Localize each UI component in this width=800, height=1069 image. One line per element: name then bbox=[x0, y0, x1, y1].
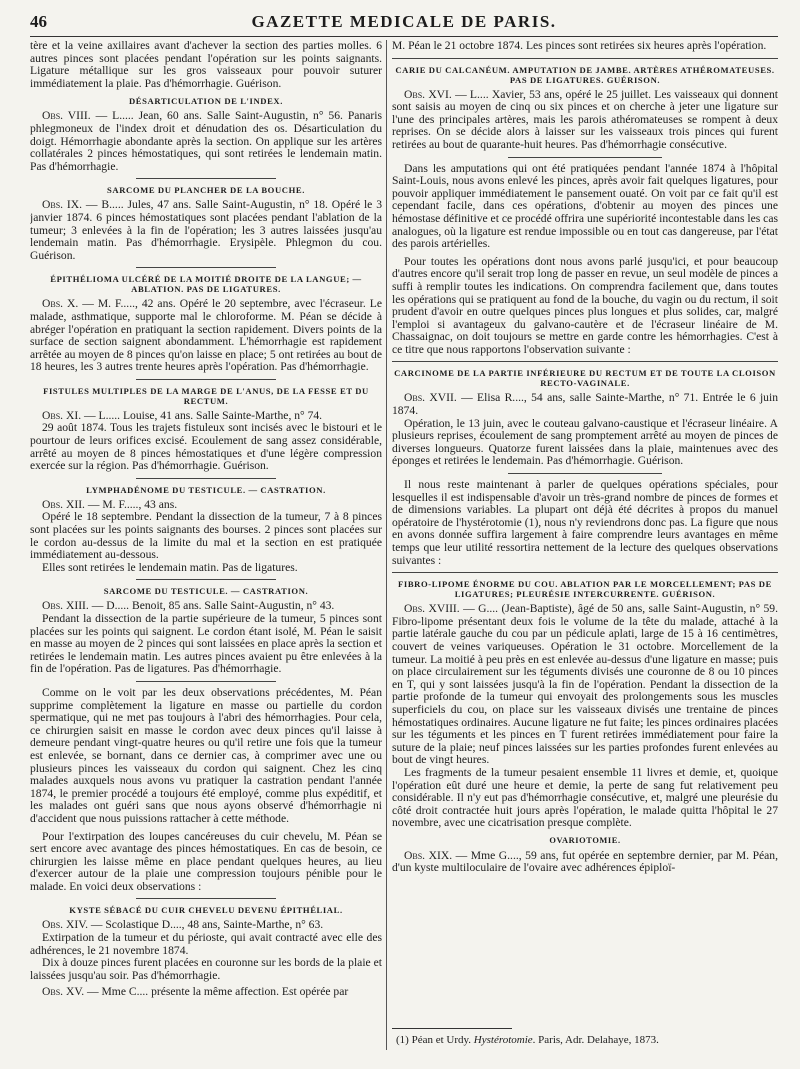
separator bbox=[136, 579, 277, 580]
separator bbox=[392, 572, 778, 573]
section-heading: KYSTE SÉBACÉ DU CUIR CHEVELU DEVENU ÉPITHÉLIAL. bbox=[69, 905, 343, 916]
observation-xviii bbox=[392, 603, 778, 767]
footnote bbox=[396, 1034, 776, 1047]
continued-text: tère et la veine axillaires avant d'achever la section des parties molles. 6 autres pinces sont placées pendant l'opération sur les points saignants. Ligature métallique sur les gros vaisseaux pour pouvoir suturer immédiatement la plaie. Pas d'hémorrhagie. Guérison. bbox=[30, 40, 382, 90]
separator bbox=[508, 157, 662, 158]
observation-text: Extirpation de la tumeur et du périoste, qui avait contracté avec elle des adhérences, le 21 novembre 1874. bbox=[30, 931, 382, 957]
commentary-paragraph: Pour toutes les opérations dont nous avons parlé jusqu'ici, et pour beaucoup d'autres encore qu'il serait trop long de passer en revue, un seul modèle de pinces a suffi à remplir toutes les indications. On comprendra facilement que, dans toutes les opérations qui se pratiquent au fond de la bouche, du vagin ou du rectum, il soit prudent d'avoir en outre quelques pinces plus longues et plus solides, car, malgré l'emploi si avantageux du galvano-cautère et de l'écraseur linéaire de M. Chassaignac, on doit toujours se mettre en garde contre les hémorrhagies. C'est à ce titre que nous rapportons l'observation suivante : bbox=[392, 254, 778, 356]
separator bbox=[136, 681, 277, 682]
column-divider bbox=[386, 40, 387, 1050]
continued-text: M. Péan le 21 octobre 1874. Les pinces sont retirées six heures après l'opération. bbox=[392, 40, 767, 52]
observation-label: Obs. XVIII. bbox=[404, 602, 460, 616]
section-heading: CARCINOME DE LA PARTIE INFÉRIEURE DU RECTUM ET DE TOUTE LA CLOISON RECTO-VAGINALE. bbox=[394, 368, 776, 389]
observation-ix bbox=[30, 199, 382, 262]
observation-label: Obs. XIV. bbox=[42, 918, 88, 932]
footnote-title: Hystérotomie bbox=[473, 1034, 533, 1046]
page-header bbox=[30, 10, 778, 37]
section-heading: DÉSARTICULATION DE L'INDEX. bbox=[129, 96, 283, 107]
separator bbox=[136, 178, 277, 179]
observation-label: Obs. VIII. bbox=[42, 109, 91, 123]
observation-label: Obs. XVII. bbox=[404, 391, 457, 405]
commentary-paragraph: Il nous reste maintenant à parler de quelques opérations spéciales, pour lesquelles il est indispensable d'avoir un très-grand nombre de pinces de formes et de dimensions variables. La plupart ont déjà été décrites à propos du manuel opératoire de l'hystérotomie (1), nous n'y reviendrons donc pas. La figure que nous en avons donnée suffira largement à faire comprendre leurs avantages en même temps que leur utilité ressortira nettement de la lecture des quelques observations suivantes : bbox=[392, 478, 778, 567]
observation-text: Les fragments de la tumeur pesaient ensemble 11 livres et demie, et, quoique l'opération eût duré une heure et demie, la perte de sang fut relativement peu considérable. Il n'y eut pas d'hémorrhagie consécutive, et, malgré une pleurésie du côté droit contractée huit jours après l'opération, le malade quitta l'hôpital le 27 novembre, avec une cicatrisation presque complète. bbox=[392, 765, 778, 830]
observation-text: — L.... Xavier, 53 ans, opéré le 25 juillet. Les vaisseaux qui donnent sont saisis au moyen de cinq ou six pinces et on cherche à jeter une ligature sur l'une des principales artères, mais les parois athéromateuses se rompent à deux reprises. On se décide alors à laisser sur les vaisseaux trois pinces qui furent retirées au bout de quarante-huit heures. Pas d'hémorrhagie consécutive. bbox=[392, 87, 778, 151]
observation-text: — G.... (Jean-Baptiste), âgé de 50 ans, salle Saint-Augustin, n° 59. Fibro-lipome présentant deux fois le volume de la tête du malade, attaché à la partie latérale gauche du cou par un pédicule aplati, large de 15 à 16 centimètres, couvert de veines variqueuses. Opération le 31 octobre. Morcellement de la tumeur. La moitié à peu près en est enlevée au-dessus d'une ligature en masse; puis on place circulairement sur les téguments divisés une couronne de 8 ou 10 pinces en T, qui y sont laissées jusqu'à la fin de l'opération. Pendant la dissection de la partie profonde de la tumeur qui envoyait des prolongements sous les muscles superficiels du cou, on place sur les vaisseaux divisés une trentaine de pinces hémostatiques ordinaires. Aucune ligature ne fut faite; les pinces ordinaires placées sur les téguments et les pinces en T furent retirées immédiatement pour faire la suture de la plaie; neuf pinces laissées sur les parties profondes furent enlevées au bout de vingt heures. bbox=[392, 602, 778, 767]
observation-viii bbox=[30, 110, 382, 173]
right-column bbox=[392, 40, 778, 1052]
observation-label: Obs. X. bbox=[42, 297, 79, 311]
observation-xvii bbox=[392, 392, 778, 417]
observation-label: Obs. XIII. bbox=[42, 599, 89, 613]
section-heading: SARCOME DU PLANCHER DE LA BOUCHE. bbox=[107, 185, 305, 196]
observation-text: Dix à douze pinces furent placées en couronne sur les bords de la plaie et laissées jusqu'au soir. Pas d'hémorrhagie. bbox=[30, 956, 382, 982]
observation-text: — B..... Jules, 47 ans. Salle Saint-Augustin, n° 18. Opéré le 3 janvier 1874. 6 pinces hémostatiques sont placées pendant l'ablation de la tumeur; 3 enlevées à la fin de l'opération; les 3 autres laissées jusqu'au lendemain matin. Pas d'hémorrhagie. Erysipèle. Phlegmon du cou. Guérison. bbox=[30, 198, 382, 262]
observation-text: — Elisa R...., 54 ans, salle Sainte-Marthe, n° 71. Entrée le 6 juin 1874. bbox=[392, 391, 778, 418]
separator bbox=[136, 478, 277, 479]
observation-label: Obs. IX. bbox=[42, 198, 83, 212]
commentary-paragraph: Dans les amputations qui ont été pratiquées pendant l'année 1874 à l'hôpital Saint-Louis, nous avons enlevé les pinces, après avoir fait quelques ligatures, pour pouvoir appliquer immédiatement le pansement ouaté. On voit par ce fait qu'il est cependant facile, dans ces opérations, d'obtenir au moyen des pinces une hémostase définitive et ce procédé offrira une supériorité incontestable dans les cas analogues, où la ligature est rendue impossible ou en tout cas dangereuse, par l'état des parois artérielles. bbox=[392, 161, 778, 251]
observation-text: — L..... Jean, 60 ans. Salle Saint-Augustin, n° 56. Panaris phlegmoneux de l'index droit et dénudation des os. Désarticulation du doigt. Hémorrhagie abondante après la section. On applique sur les artères collatérales 2 pinces hémostatiques, qui sont retirées le lendemain matin. Pas d'hémorrhagie. bbox=[30, 109, 382, 173]
separator bbox=[136, 898, 277, 899]
observation-xv bbox=[30, 986, 382, 999]
observation-label: Obs. XIX. bbox=[404, 848, 453, 862]
observation-xvi bbox=[392, 89, 778, 152]
left-column bbox=[30, 40, 382, 1052]
footnote-marker: (1) Péan et Urdy. bbox=[396, 1034, 474, 1046]
observation-x bbox=[30, 298, 382, 374]
observation-text: — Mme C.... présente la même affection. Est opérée par bbox=[84, 985, 349, 999]
observation-text: — M. F....., 42 ans. Opéré le 20 septembre, avec l'écraseur. Le malade, asthmatique, supporte mal le chloroforme. M. Péan se décide à abréger l'opération en pratiquant la section rapidement. Divers points de la surface de section saignent abondamment. L'hémorrhagie est rapidement arrêtée au moyen de 8 pinces qu'on laisse en place; 5 ont retirées au bout de 18 heures, les 3 autres trente heures après l'opération. Pas d'hémorrhagie. bbox=[30, 297, 382, 374]
commentary-paragraph: Comme on le voit par les deux observations précédentes, M. Péan supprime complètement la ligature en masse ou partielle du cordon spermatique, qui ne met pas toujours à l'abri des hémorrhagies. Pour cela, ce chirurgien saisit en masse le cordon avec deux pinces qu'il laisse à demeure pendant vingt-quatre heures ou qu'il retire une fois que la tumeur est enlevée, se bornant, dans ce dernier cas, à comprimer avec une ou plusieurs pinces les vaisseaux du cordon qui saignent. Chez les cinq malades auxquels nous avons vu pratiquer la castration pendant l'année 1874, le premier procédé a toujours été employé, comme plus expéditif, et les malades ont guéri sans que nous ayons observé d'hémorrhagie ni d'accident que nous puissions rattacher à cette méthode. bbox=[30, 685, 382, 825]
section-heading: LYMPHADÉNOME DU TESTICULE. — CASTRATION. bbox=[86, 484, 326, 495]
section-heading: SARCOME DU TESTICULE. — CASTRATION. bbox=[103, 586, 309, 597]
observation-text: — D..... Benoit, 85 ans. Salle Saint-Augustin, n° 43. bbox=[88, 599, 335, 613]
observation-label: Obs. XVI. bbox=[404, 87, 452, 101]
observation-text: 29 août 1874. Tous les trajets fistuleux sont incisés avec le bistouri et le pourtour de leurs orifices excisé. Ecoulement de sang assez considérable, arrêté au moyen de 8 pinces hémostatiques et d'une légère compression exercée sur la région. Pas d'hémorrhagie. Guérison. bbox=[30, 421, 382, 473]
section-heading: FISTULES MULTIPLES DE LA MARGE DE L'ANUS, DE LA FESSE ET DU RECTUM. bbox=[43, 385, 369, 406]
section-heading: ÉPITHÉLIOMA ULCÉRÉ DE LA MOITIÉ DROITE DE LA LANGUE; — ABLATION. PAS DE LIGATURES. bbox=[50, 274, 362, 295]
commentary-paragraph: Pour l'extirpation des loupes cancéreuses du cuir chevelu, M. Péan se sert encore avec avantage des pinces hémostatiques. En cas de besoin, ce chirurgien les laisse même en place pendant quelques heures, au lieu d'exercer autour de la plaie une compression toujours pénible pour le malade. En voici deux observations : bbox=[30, 829, 382, 893]
observation-text: — Scolastique D...., 48 ans, Sainte-Marthe, n° 63. bbox=[87, 918, 324, 932]
observation-text: — Mme G...., 59 ans, fut opérée en septembre dernier, par M. Péan, d'un kyste multiloculaire de l'ovaire avec adhérences épiploï- bbox=[392, 848, 778, 875]
observation-label: Obs. XI. bbox=[42, 408, 82, 422]
observation-text: — L..... Louise, 41 ans. Salle Sainte-Marthe, n° 74. bbox=[81, 408, 323, 422]
section-heading: CARIE DU CALCANÉUM. AMPUTATION DE JAMBE. ARTÈRES ATHÉROMATEUSES. PAS DE LIGATURES. GUÉRISON. bbox=[395, 64, 775, 85]
observation-text: Opération, le 13 juin, avec le couteau galvano-caustique et l'écraseur linéaire. A plusieurs reprises, écoulement de sang promptement arrêté au moyen de pinces de diverses longueurs. Quatorze furent laissées dans la plaie, maintenues avec des éponges et retirées le lendemain. Pas d'hémorrhagie. Guérison. bbox=[392, 416, 778, 468]
observation-text: Pendant la dissection de la partie supérieure de la tumeur, 5 pinces sont placées sur les points qui saignent. Le cordon étant isolé, M. Péan le saisit en masse au moyen de 2 pinces qui sont laissées en place après la section et retirées le lendemain matin. Les autres pinces avaient pu être enlevées à la fin de l'opération. Pas de ligatures. Pas d'hémorrhagie. bbox=[30, 612, 382, 676]
section-heading: FIBRO-LIPOME ÉNORME DU COU. ABLATION PAR LE MORCELLEMENT; PAS DE LIGATURES; PLEURÉSIE INTERCURRENTE. GUÉRISON. bbox=[398, 579, 772, 600]
separator bbox=[392, 361, 778, 362]
page-number: 46 bbox=[30, 12, 47, 31]
observation-text: Opéré le 18 septembre. Pendant la dissection de la tumeur, 7 à 8 pinces sont placées sur les points saignants des bourses. 2 pinces sont placées sur le cordon au-dessus de la limite du mal et la section en est pratiquée immédiatement au-dessous. bbox=[30, 510, 382, 562]
separator bbox=[136, 267, 277, 268]
observation-label: Obs. XV. bbox=[42, 985, 85, 999]
separator bbox=[508, 473, 662, 474]
observation-label: Obs. XII. bbox=[42, 497, 85, 511]
observation-text: — M. F....., 43 ans. bbox=[84, 497, 178, 511]
footnote-rest: . Paris, Adr. Delahaye, 1873. bbox=[532, 1034, 659, 1046]
section-heading: OVARIOTOMIE. bbox=[549, 835, 621, 845]
observation-xix bbox=[392, 850, 778, 875]
observation-text: Elles sont retirées le lendemain matin. Pas de ligatures. bbox=[42, 560, 298, 574]
separator bbox=[392, 58, 778, 59]
footnote-rule bbox=[392, 1028, 512, 1029]
separator bbox=[136, 379, 277, 380]
journal-title: GAZETTE MEDICALE DE PARIS. bbox=[251, 12, 557, 31]
